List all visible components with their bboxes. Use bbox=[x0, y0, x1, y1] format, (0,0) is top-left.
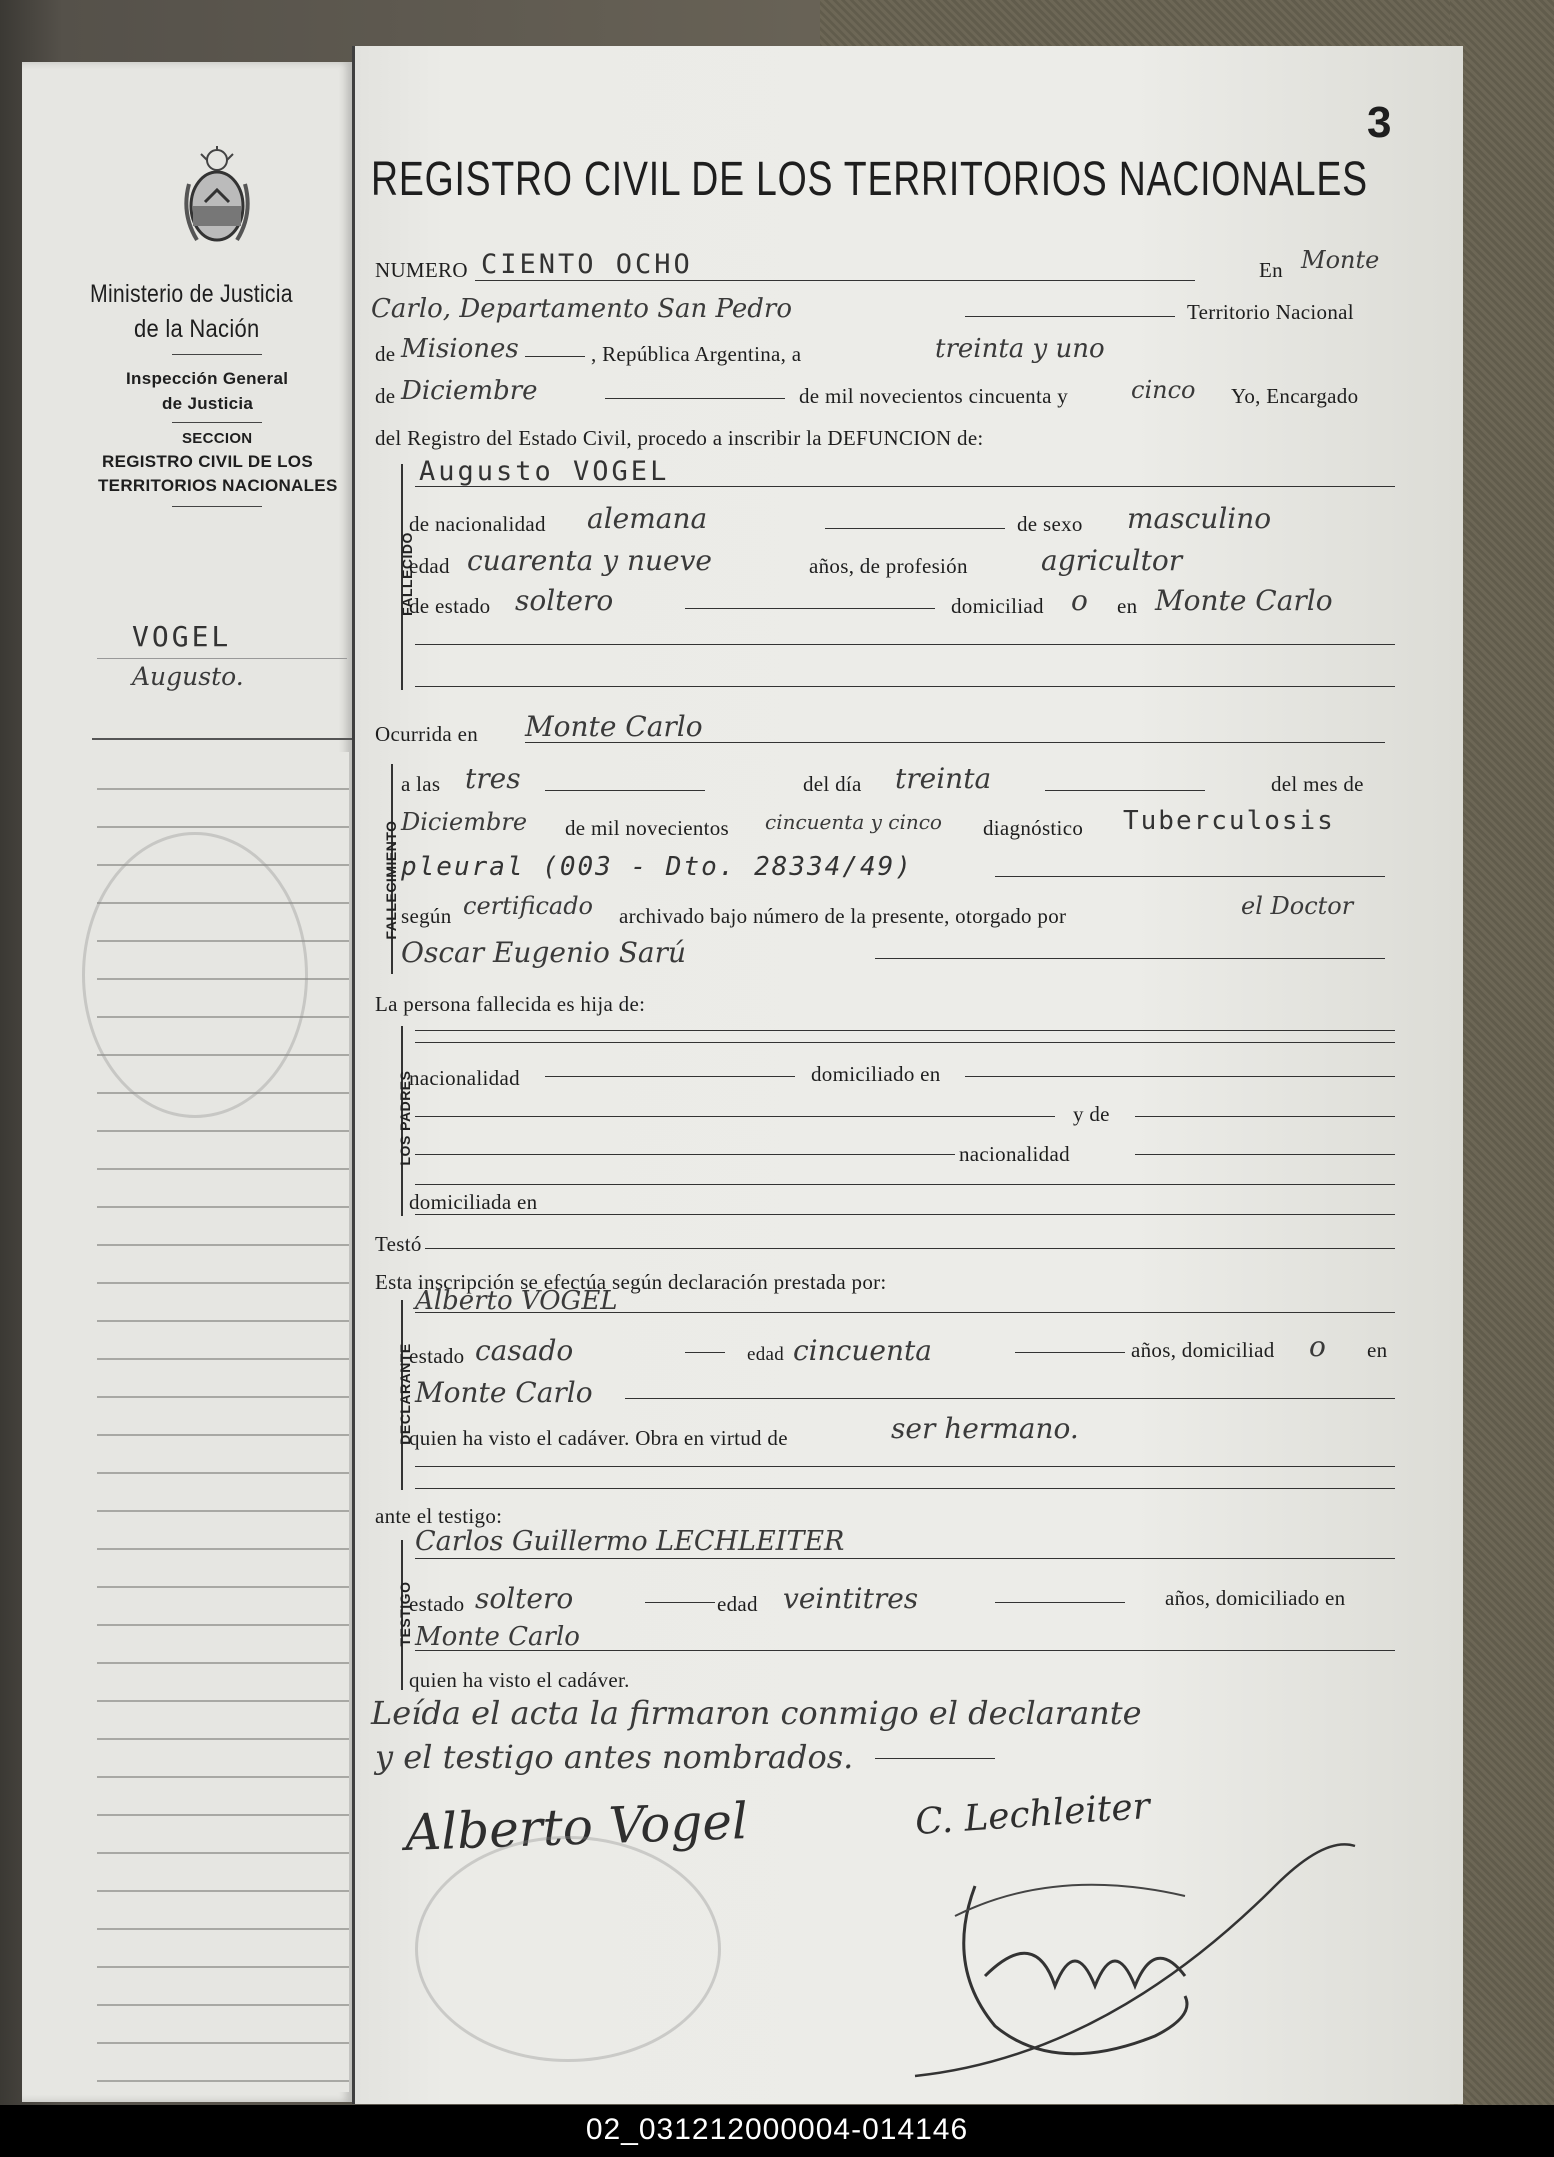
diagnostico-value-2: pleural (003 - Dto. 28334/49) bbox=[401, 852, 913, 882]
closing-line-2: y el testigo antes nombrados. bbox=[375, 1738, 854, 1776]
fill-line bbox=[965, 316, 1175, 317]
fallecimiento-section-label: FALLECIMIENTO bbox=[383, 820, 399, 940]
fill-line bbox=[415, 1184, 1395, 1185]
fill-line bbox=[965, 1076, 1395, 1077]
day-value: treinta y uno bbox=[935, 334, 1105, 364]
fill-line bbox=[415, 1214, 1395, 1215]
fill-line bbox=[995, 876, 1385, 877]
y-de-label: y de bbox=[1073, 1102, 1110, 1126]
archivado-label: archivado bajo número de la presente, otorgado por bbox=[619, 904, 1067, 928]
fill-line bbox=[1045, 790, 1205, 791]
sexo-label: de sexo bbox=[1017, 512, 1083, 536]
en-label: En bbox=[1259, 258, 1283, 282]
fill-line bbox=[415, 1042, 1395, 1043]
estado-value: soltero bbox=[515, 584, 614, 617]
declarante-domiciliad-label: años, domiciliad bbox=[1131, 1338, 1275, 1362]
sexo-value: masculino bbox=[1127, 502, 1272, 535]
testigo-intro: ante el testigo: bbox=[375, 1504, 503, 1528]
testigo-visto-label: quien ha visto el cadáver. bbox=[409, 1668, 630, 1692]
nacionalidad-madre-label: nacionalidad bbox=[959, 1142, 1070, 1166]
fill-line bbox=[525, 356, 585, 357]
fill-line bbox=[415, 1154, 955, 1155]
virtud-value: ser hermano. bbox=[891, 1412, 1079, 1445]
signature-declarante: Alberto Vogel bbox=[404, 1792, 749, 1862]
nacionalidad-label: de nacionalidad bbox=[409, 512, 546, 536]
fill-line bbox=[415, 1466, 1395, 1467]
dia-value: treinta bbox=[895, 762, 992, 795]
testigo-estado-value: soltero bbox=[475, 1582, 574, 1615]
fill-line bbox=[415, 644, 1395, 645]
domiciliado-label: domiciliad bbox=[951, 594, 1044, 618]
ministry-line-2: de la Nación bbox=[134, 315, 260, 343]
margin-rule-bold bbox=[92, 738, 352, 740]
declarante-visto-label: quien ha visto el cadáver. Obra en virtud de bbox=[409, 1426, 788, 1450]
testigo-section-label: TESTIGO bbox=[397, 1581, 413, 1647]
fill-line bbox=[425, 1248, 1395, 1249]
divider bbox=[172, 422, 262, 423]
edad-value: cuarenta y nueve bbox=[467, 544, 712, 577]
form-title: REGISTRO CIVIL DE LOS TERRITORIOS NACIONALES bbox=[371, 153, 1368, 206]
numero-value: CIENTO OCHO bbox=[481, 249, 693, 280]
coat-of-arms-icon bbox=[177, 144, 257, 254]
fallecido-section-label: FALLECIDO bbox=[399, 532, 415, 616]
month-value: Diciembre bbox=[401, 376, 538, 406]
fill-line bbox=[625, 1398, 1395, 1399]
ocurrida-label: Ocurrida en bbox=[375, 722, 478, 746]
a-las-label: a las bbox=[401, 772, 441, 796]
year-value: cinco bbox=[1131, 376, 1196, 404]
numero-label: NUMERO bbox=[375, 258, 468, 282]
diagnostico-label: diagnóstico bbox=[983, 816, 1084, 840]
divider bbox=[172, 354, 262, 355]
deceased-name: Augusto VOGEL bbox=[419, 456, 670, 487]
fill-line bbox=[875, 1758, 995, 1759]
doctor-name: Oscar Eugenio Sarú bbox=[401, 936, 686, 969]
fill-line bbox=[415, 1650, 1395, 1651]
image-code: 02_031212000004-014146 bbox=[585, 2113, 969, 2146]
fill-line bbox=[475, 280, 1195, 281]
official-stamp bbox=[415, 1836, 721, 2062]
fill-line bbox=[685, 608, 935, 609]
segun-value: certificado bbox=[463, 892, 594, 920]
testigo-edad-value: veintitres bbox=[783, 1582, 919, 1615]
margin-rule bbox=[97, 658, 347, 659]
section-line-2: TERRITORIOS NACIONALES bbox=[98, 476, 338, 495]
fill-line bbox=[1015, 1352, 1125, 1353]
place-a: Monte bbox=[1301, 246, 1380, 274]
fill-line bbox=[415, 486, 1395, 487]
inspection-line-1: Inspección General bbox=[126, 369, 289, 388]
fill-line bbox=[1135, 1154, 1395, 1155]
domicilio-value: Monte Carlo bbox=[1155, 584, 1333, 617]
mes-value: Diciembre bbox=[401, 808, 528, 836]
declarante-name: Alberto VOGEL bbox=[415, 1286, 618, 1316]
fill-line bbox=[1135, 1116, 1395, 1117]
mes-label: del mes de bbox=[1271, 772, 1364, 796]
fill-line bbox=[415, 686, 1395, 687]
domiciliada-label: domiciliada en bbox=[409, 1190, 538, 1214]
fill-line bbox=[685, 1352, 725, 1353]
ocurrida-value: Monte Carlo bbox=[525, 710, 703, 743]
segun-label: según bbox=[401, 904, 452, 928]
fill-line bbox=[995, 1602, 1125, 1603]
left-margin-column bbox=[22, 62, 352, 2102]
domiciliado-suffix: o bbox=[1071, 584, 1088, 617]
section-label: SECCION bbox=[182, 430, 253, 447]
fill-line bbox=[645, 1602, 715, 1603]
declarante-edad-value: cincuenta bbox=[793, 1334, 932, 1367]
profesion-label: años, de profesión bbox=[809, 554, 968, 578]
page-number: 3 bbox=[1367, 98, 1392, 147]
yo-label: Yo, Encargado bbox=[1231, 384, 1359, 408]
cover-right bbox=[1450, 0, 1554, 2105]
testigo-name: Carlos Guillermo LECHLEITER bbox=[415, 1526, 845, 1557]
testo-label: Testó bbox=[375, 1232, 422, 1256]
registro-line: del Registro del Estado Civil, procedo a inscribir la DEFUNCION de: bbox=[375, 426, 984, 450]
year-value-2: cincuenta y cinco bbox=[765, 810, 942, 834]
fill-line bbox=[545, 790, 705, 791]
inspection-line-2: de Justicia bbox=[162, 394, 254, 413]
fill-line bbox=[825, 528, 1005, 529]
hora-value: tres bbox=[465, 762, 521, 795]
official-signature-flourish bbox=[855, 1826, 1415, 2106]
padres-section-label: LOS PADRES bbox=[397, 1070, 413, 1166]
section-line-1: REGISTRO CIVIL DE LOS bbox=[102, 452, 313, 471]
testigo-domicilio-value: Monte Carlo bbox=[415, 1622, 580, 1652]
fill-line bbox=[415, 1488, 1395, 1489]
testigo-estado-label: estado bbox=[409, 1592, 465, 1616]
del-dia-label: del día bbox=[803, 772, 862, 796]
margin-given-name: Augusto. bbox=[132, 662, 244, 691]
ministry-line-1: Ministerio de Justicia bbox=[90, 280, 293, 308]
fill-line bbox=[415, 1116, 1055, 1117]
fill-line bbox=[875, 958, 1385, 959]
domiciliado-padre-label: domiciliado en bbox=[811, 1062, 941, 1086]
year-label-2: de mil novecientos bbox=[565, 816, 730, 840]
registry-form-page bbox=[352, 46, 1463, 2104]
fill-line bbox=[415, 1030, 1395, 1031]
declarante-domicilio-value: Monte Carlo bbox=[415, 1376, 593, 1409]
diagnostico-value: Tuberculosis bbox=[1123, 806, 1335, 836]
fill-line bbox=[415, 1558, 1395, 1559]
nacionalidad-value: alemana bbox=[587, 502, 708, 535]
declarante-edad-label: edad bbox=[747, 1344, 785, 1365]
testigo-edad-label: edad bbox=[717, 1592, 758, 1616]
testigo-domiciliado-label: años, domiciliado en bbox=[1165, 1586, 1346, 1610]
edad-label: edad bbox=[409, 554, 450, 578]
declarante-en-label: en bbox=[1367, 1338, 1388, 1362]
estado-label: de estado bbox=[409, 594, 491, 618]
republica-label: , República Argentina, a bbox=[591, 342, 802, 366]
declarante-section-label: DECLARANTE bbox=[397, 1343, 413, 1445]
territory-value: Misiones bbox=[401, 334, 519, 364]
closing-line-1: Leída el acta la firmaron conmigo el declarante bbox=[371, 1694, 1142, 1732]
place-b: Carlo, Departamento San Pedro bbox=[371, 294, 792, 324]
territorio-label: Territorio Nacional bbox=[1187, 300, 1354, 324]
fill-line bbox=[605, 398, 785, 399]
divider bbox=[172, 506, 262, 507]
faint-stamp bbox=[82, 832, 308, 1118]
profesion-value: agricultor bbox=[1041, 544, 1183, 577]
de-label-2: de bbox=[375, 384, 396, 408]
fill-line bbox=[415, 1312, 1395, 1313]
declarante-estado-value: casado bbox=[475, 1334, 574, 1367]
fill-line bbox=[525, 742, 1385, 743]
declarante-domiciliad-suffix: o bbox=[1309, 1330, 1326, 1363]
de-label: de bbox=[375, 342, 396, 366]
hija-label: La persona fallecida es hija de: bbox=[375, 992, 646, 1016]
declarante-estado-label: estado bbox=[409, 1344, 465, 1368]
doctor-value: el Doctor bbox=[1241, 892, 1354, 920]
signature-testigo: C. Lechleiter bbox=[913, 1785, 1152, 1844]
en-label-2: en bbox=[1117, 594, 1138, 618]
margin-surname: VOGEL bbox=[132, 620, 232, 653]
declarante-intro: Esta inscripción se efectúa según declaración prestada por: bbox=[375, 1270, 887, 1294]
archive-footer bbox=[0, 2105, 1554, 2157]
fill-line bbox=[545, 1076, 795, 1077]
nacionalidad-padre-label: nacionalidad bbox=[409, 1066, 520, 1090]
year-label: de mil novecientos cincuenta y bbox=[799, 384, 1069, 408]
